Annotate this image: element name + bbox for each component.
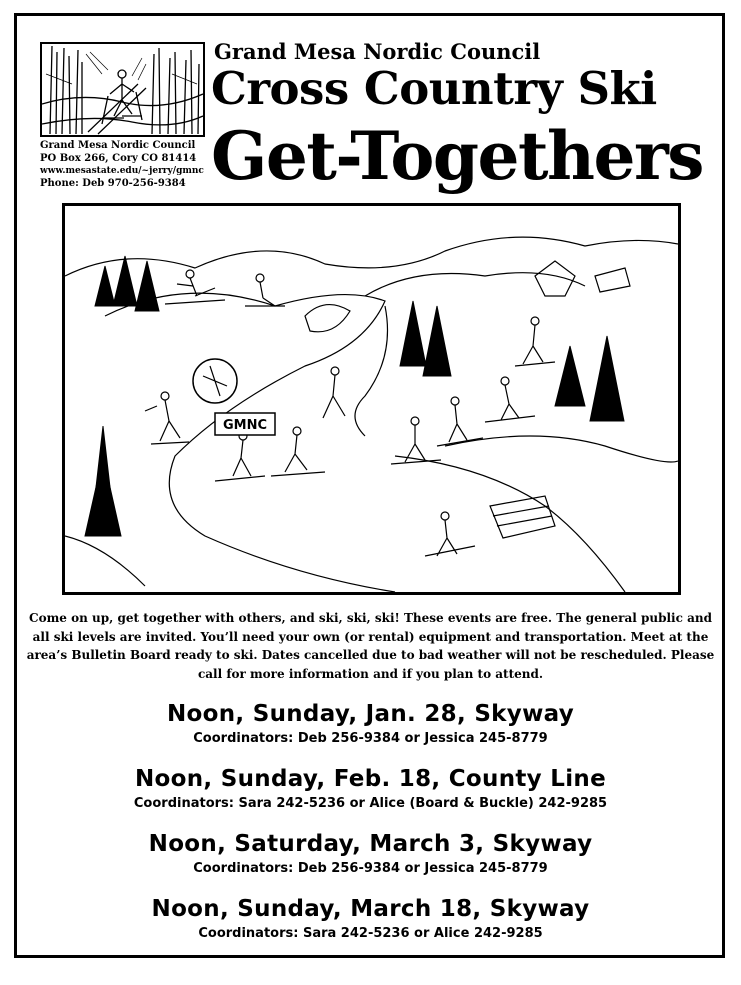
gmnc-logo: [40, 42, 205, 137]
event-1-when: Noon, Sunday, Jan. 28, Skyway: [166, 701, 575, 727]
event-4-coordinators: Coordinators: Sara 242-5236 or Alice 242-9285: [198, 926, 543, 941]
contact-block: [40, 140, 215, 190]
event-3: [24, 830, 717, 878]
contact-address: PO Box 266, Cory CO 81414: [40, 152, 197, 164]
event-1-coordinators: Coordinators: Deb 256-9384 or Jessica 245-8779: [193, 731, 548, 746]
contact-website: www.mesastate.edu/~jerry/gmnc: [40, 166, 204, 176]
event-4: [24, 895, 717, 943]
gmnc-sign-label: GMNC: [222, 418, 268, 433]
intro-paragraph: [24, 609, 717, 683]
contact-org-name: Grand Mesa Nordic Council: [40, 140, 196, 151]
contact-phone: Phone: Deb 970-256-9384: [40, 177, 186, 189]
ski-scene-drawing: [65, 206, 678, 592]
event-3-when: Noon, Saturday, March 3, Skyway: [148, 831, 593, 857]
event-3-coordinators: Coordinators: Deb 256-9384 or Jessica 245-8779: [193, 861, 548, 876]
event-2-when: Noon, Sunday, Feb. 18, County Line: [135, 766, 606, 792]
event-2: [24, 765, 717, 813]
event-4-when: Noon, Sunday, March 18, Skyway: [151, 896, 590, 922]
title-line-2: Get-Togethers: [211, 117, 703, 195]
title-line-1: Cross Country Ski: [211, 62, 657, 115]
ski-scene-illustration: [62, 203, 681, 595]
event-2-coordinators: Coordinators: Sara 242-5236 or Alice (Board & Buckle) 242-9285: [133, 796, 608, 811]
event-1: [24, 700, 717, 748]
intro-text: Come on up, get together with others, and ski, ski, ski! These events are free. The general public and all ski levels are invited. You’ll need your own (or rental) equipment and transportation. Meet at the area’s Bulletin Board ready to ski. Dates cancelled due to bad weather will not be rescheduled. Please call for more information and if you plan to attend.: [26, 611, 715, 681]
header-org-name: Grand Mesa Nordic Council: [214, 39, 541, 64]
logo-skier-drawing: [42, 44, 203, 135]
